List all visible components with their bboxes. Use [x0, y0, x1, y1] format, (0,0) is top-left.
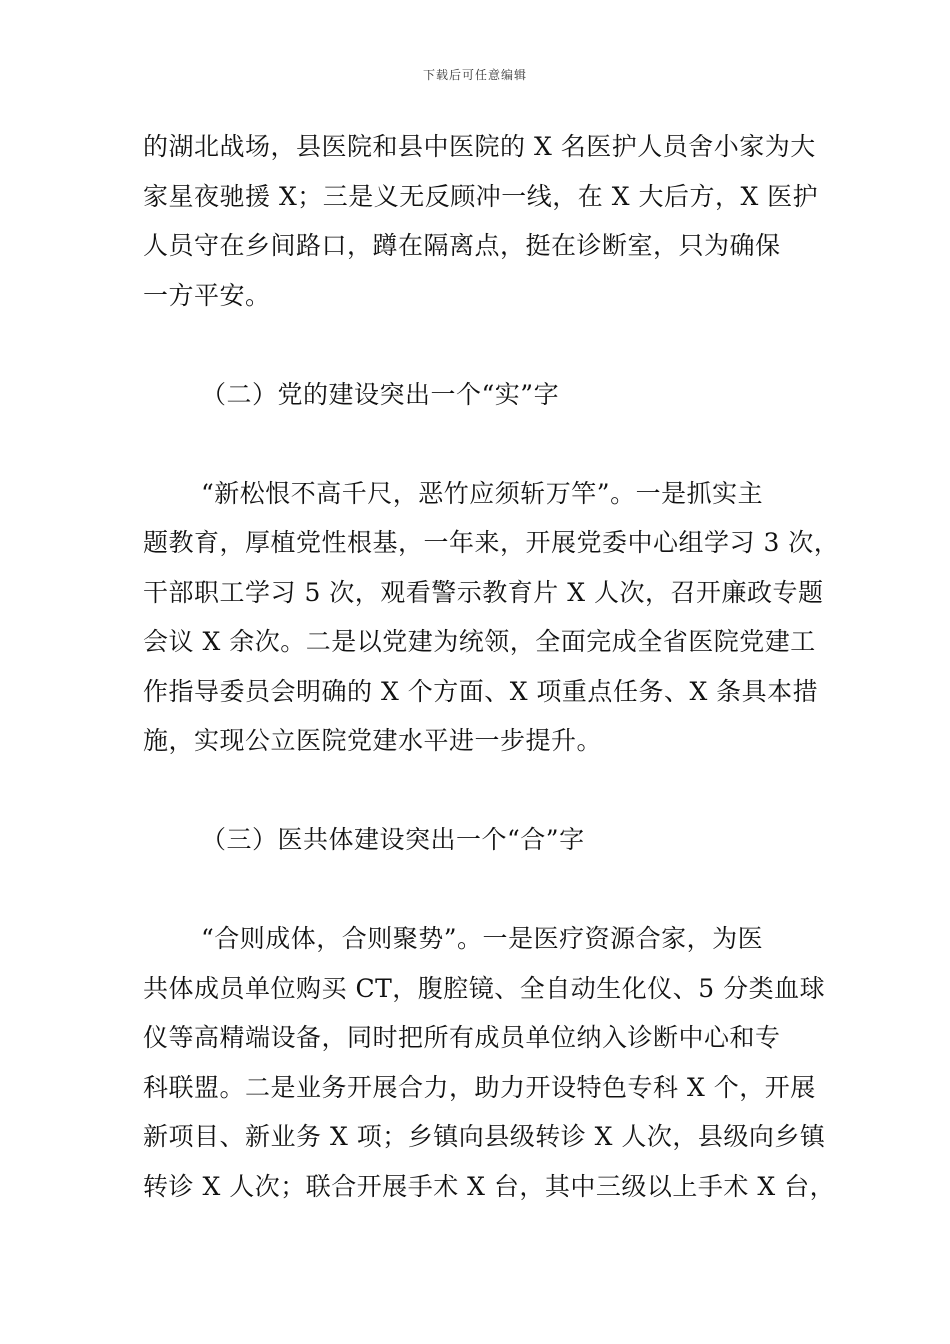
- paragraph-gap: [143, 320, 811, 370]
- text-line: 家星夜驰援 X；三是义无反顾冲一线，在 X 大后方，X 医护: [143, 181, 819, 211]
- text-line: “新松恨不高千尺，恶竹应须斩万竿”。一是抓实主: [201, 478, 764, 508]
- text-line: 科联盟。二是业务开展合力，助力开设特色专科 X 个，开展: [143, 1072, 816, 1102]
- text-line: 共体成员单位购买 CT，腹腔镜、全自动生化仪、5 分类血球: [143, 973, 826, 1003]
- document-body: [143, 122, 840, 1211]
- page-header-note: 下载后可任意编辑: [422, 68, 527, 82]
- section-heading-medical-community: （三）医共体建设突出一个“合”字: [201, 825, 585, 854]
- text-line: 仪等高精端设备，同时把所有成员单位纳入诊断中心和专: [143, 1023, 781, 1052]
- paragraph-gap: [143, 419, 811, 469]
- text-line: 人员守在乡间路口，蹲在隔离点，挺在诊断室，只为确保: [143, 231, 781, 260]
- text-line: 题教育，厚植党性根基，一年来，开展党委中心组学习 3 次，: [143, 528, 840, 557]
- text-line: 施，实现公立医院党建水平进一步提升。: [143, 726, 603, 755]
- text-line: 转诊 X 人次；联合开展手术 X 台，其中三级以上手术 X 台，: [143, 1171, 836, 1201]
- paragraph-party-building: [143, 469, 840, 766]
- paragraph-gap: [143, 766, 811, 816]
- paragraph-continuation: [143, 122, 819, 320]
- text-line: 新项目、新业务 X 项；乡镇向县级转诊 X 人次，县级向乡镇: [143, 1122, 826, 1151]
- paragraph-medical-community: [143, 914, 836, 1211]
- text-line: “合则成体，合则聚势”。一是医疗资源合家，为医: [201, 924, 764, 953]
- section-heading-party-building: （二）党的建设突出一个“实”字: [201, 379, 560, 409]
- text-line: 一方平安。: [143, 280, 271, 310]
- paragraph-gap: [143, 865, 811, 915]
- text-line: 作指导委员会明确的 X 个方面、X 项重点任务、X 条具本措: [143, 676, 819, 706]
- text-line: 的湖北战场，县医院和县中医院的 X 名医护人员舍小家为大: [143, 132, 816, 161]
- text-line: 会议 X 余次。二是以党建为统领，全面完成全省医院党建工: [143, 627, 816, 656]
- text-line: 干部职工学习 5 次，观看警示教育片 X 人次，召开廉政专题: [143, 577, 824, 607]
